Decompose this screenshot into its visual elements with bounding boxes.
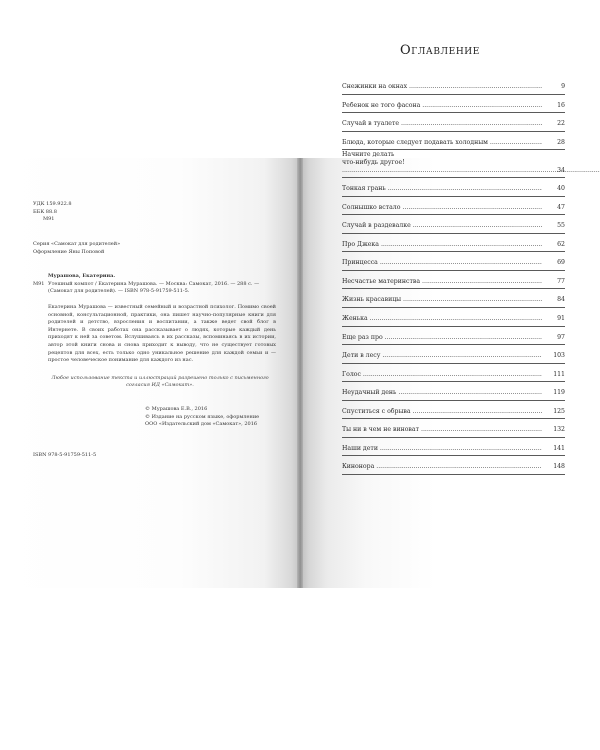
toc-entry[interactable] bbox=[342, 215, 565, 234]
toc-entry-title: Жизнь красавицы ..... bbox=[342, 296, 542, 304]
toc-entry-page: 125 bbox=[553, 407, 565, 415]
toc-entry-title: Снежинки на окнах ..... bbox=[342, 83, 542, 91]
udc-code: УДК 159.922.8 bbox=[33, 201, 72, 207]
toc-entry-page: 148 bbox=[553, 463, 565, 471]
toc-entry-page: 77 bbox=[557, 277, 565, 285]
toc-entry[interactable] bbox=[342, 178, 565, 197]
series-name: Серия «Самокат для родителей» bbox=[33, 241, 121, 247]
toc-entry-title: Ты ни в чем не виноват ..... bbox=[342, 426, 542, 434]
toc-entry-page: 91 bbox=[557, 314, 565, 322]
toc-entry-title: Солнышко встало ..... bbox=[342, 204, 542, 212]
abstract: Екатерина Мурашова — известный семейный и возрастной психолог. Помимо своей основной, консультационной, практики, она пишет научно-популярные книги для родителей и детство, взросления и воспитании, а также ведет свой блог в Интернете. В своих работах она рассказывает о людях, которые каждый день приходят к ней за советом. Вслушиваясь в их рассказы, вспоминаясь в их истории, автор этой книги снова и снова приходит к выводу, что не существует готовых рецептов для всех, есть только одно уникальное решение для каждой семьи и — простое человеческое понимание для каждого из нас. bbox=[48, 304, 276, 364]
toc-entry-title: Наши дети ..... bbox=[342, 445, 542, 453]
toc-entry-page: 84 bbox=[557, 296, 565, 304]
toc-entry-page: 55 bbox=[557, 222, 565, 230]
toc-entry-title: Женька ..... bbox=[342, 315, 542, 323]
toc-entry-title: Несчастье материнства ..... bbox=[342, 278, 542, 286]
toc-entry[interactable] bbox=[342, 308, 565, 327]
toc-entry-title: Случай в раздевалке ..... bbox=[342, 222, 542, 230]
bibliographic-record bbox=[33, 273, 278, 296]
toc-entry[interactable] bbox=[342, 132, 565, 151]
toc-entry-page: 34 bbox=[557, 166, 565, 174]
toc-entry-title: Тонкая грань ..... bbox=[342, 185, 542, 193]
classification-codes bbox=[33, 201, 72, 224]
toc-entry[interactable] bbox=[342, 364, 565, 383]
toc-entry-title: Неудачный день ..... bbox=[342, 389, 542, 397]
toc-entry[interactable] bbox=[342, 252, 565, 271]
isbn: ISBN 978-5-91759-511-5 bbox=[33, 452, 97, 458]
toc-entry[interactable] bbox=[342, 382, 565, 401]
author-mark: М91 bbox=[43, 216, 55, 223]
toc-entry[interactable] bbox=[342, 150, 565, 178]
toc-entry[interactable] bbox=[342, 289, 565, 308]
book-gutter bbox=[297, 158, 303, 588]
copyright-line: ООО «Издательский дом «Самокат», 2016 bbox=[145, 421, 258, 428]
toc-entry[interactable] bbox=[342, 345, 565, 364]
toc-entry-page: 28 bbox=[557, 138, 565, 146]
left-page bbox=[0, 158, 300, 588]
record-text: Утешный компот / Екатерина Мурашова. — Москва: Самокат, 2016. — 288 с. — (Самокат для родителей). — ISBN 978-5-91759-511-5. bbox=[48, 280, 260, 295]
toc-entry[interactable] bbox=[342, 95, 565, 114]
toc-entry-page: 111 bbox=[553, 370, 565, 378]
toc-entry-title: Про Джека ..... bbox=[342, 241, 542, 249]
copyright-line: © Издание на русском языке, оформление bbox=[145, 413, 260, 420]
table-of-contents bbox=[342, 76, 565, 475]
design-credit: Оформление Яны Поповой bbox=[33, 248, 105, 255]
toc-entry-title: Кинонора ..... bbox=[342, 463, 542, 471]
toc-entry[interactable] bbox=[342, 327, 565, 346]
toc-entry-title: Спуститься с обрыва ..... bbox=[342, 408, 542, 416]
toc-entry[interactable] bbox=[342, 113, 565, 132]
toc-entry-title-line2: что-нибудь другое! bbox=[342, 159, 405, 166]
toc-entry-page: 16 bbox=[557, 101, 565, 109]
toc-entry[interactable] bbox=[342, 234, 565, 253]
toc-entry[interactable] bbox=[342, 456, 565, 475]
toc-entry-title: Блюда, которые следует подавать холодным ..... bbox=[342, 139, 542, 147]
toc-entry-page: 9 bbox=[561, 82, 565, 90]
toc-entry-page: 132 bbox=[553, 426, 565, 434]
toc-entry-page: 40 bbox=[557, 185, 565, 193]
toc-entry[interactable] bbox=[342, 76, 565, 95]
toc-entry[interactable] bbox=[342, 438, 565, 457]
toc-entry-title-line1: Начните делать bbox=[342, 151, 395, 159]
toc-entry-title: Голос ..... bbox=[342, 371, 542, 379]
toc-entry-page: 103 bbox=[553, 352, 565, 360]
toc-entry-page: 141 bbox=[553, 444, 565, 452]
toc-entry-title: Еще раз про ..... bbox=[342, 334, 542, 342]
toc-entry-page: 47 bbox=[557, 203, 565, 211]
series-info bbox=[33, 241, 120, 256]
toc-entry[interactable] bbox=[342, 197, 565, 216]
toc-entry-page: 119 bbox=[553, 389, 565, 397]
toc-entry-title: Принцесса ..... bbox=[342, 259, 542, 267]
toc-entry-page: 69 bbox=[557, 259, 565, 267]
record-author: Мурашова, Екатерина. bbox=[48, 273, 116, 279]
toc-entry-page: 62 bbox=[557, 240, 565, 248]
record-mark: М91 bbox=[33, 280, 45, 287]
toc-entry-title: Дети в лесу ..... bbox=[342, 352, 542, 360]
contents-title: Оглавление bbox=[400, 43, 480, 58]
toc-entry[interactable] bbox=[342, 271, 565, 290]
toc-entry-title: Случай в туалете ..... bbox=[342, 120, 542, 128]
copyright-block bbox=[145, 406, 285, 429]
bbk-code: ББК 88.8 bbox=[33, 208, 57, 215]
toc-entry-page: 97 bbox=[557, 333, 565, 341]
toc-entry-title bbox=[342, 151, 542, 174]
toc-entry[interactable] bbox=[342, 401, 565, 420]
toc-entry-page: 22 bbox=[557, 120, 565, 128]
copyright-line: © Мурашова Е.В., 2016 bbox=[145, 406, 208, 412]
toc-entry[interactable] bbox=[342, 419, 565, 438]
toc-entry-title: Ребенок не того фасона ..... bbox=[342, 102, 542, 110]
legal-notice: Любое использование текста и иллюстраций разрешено только с письменного согласия ИД «Самокат». bbox=[51, 375, 269, 388]
